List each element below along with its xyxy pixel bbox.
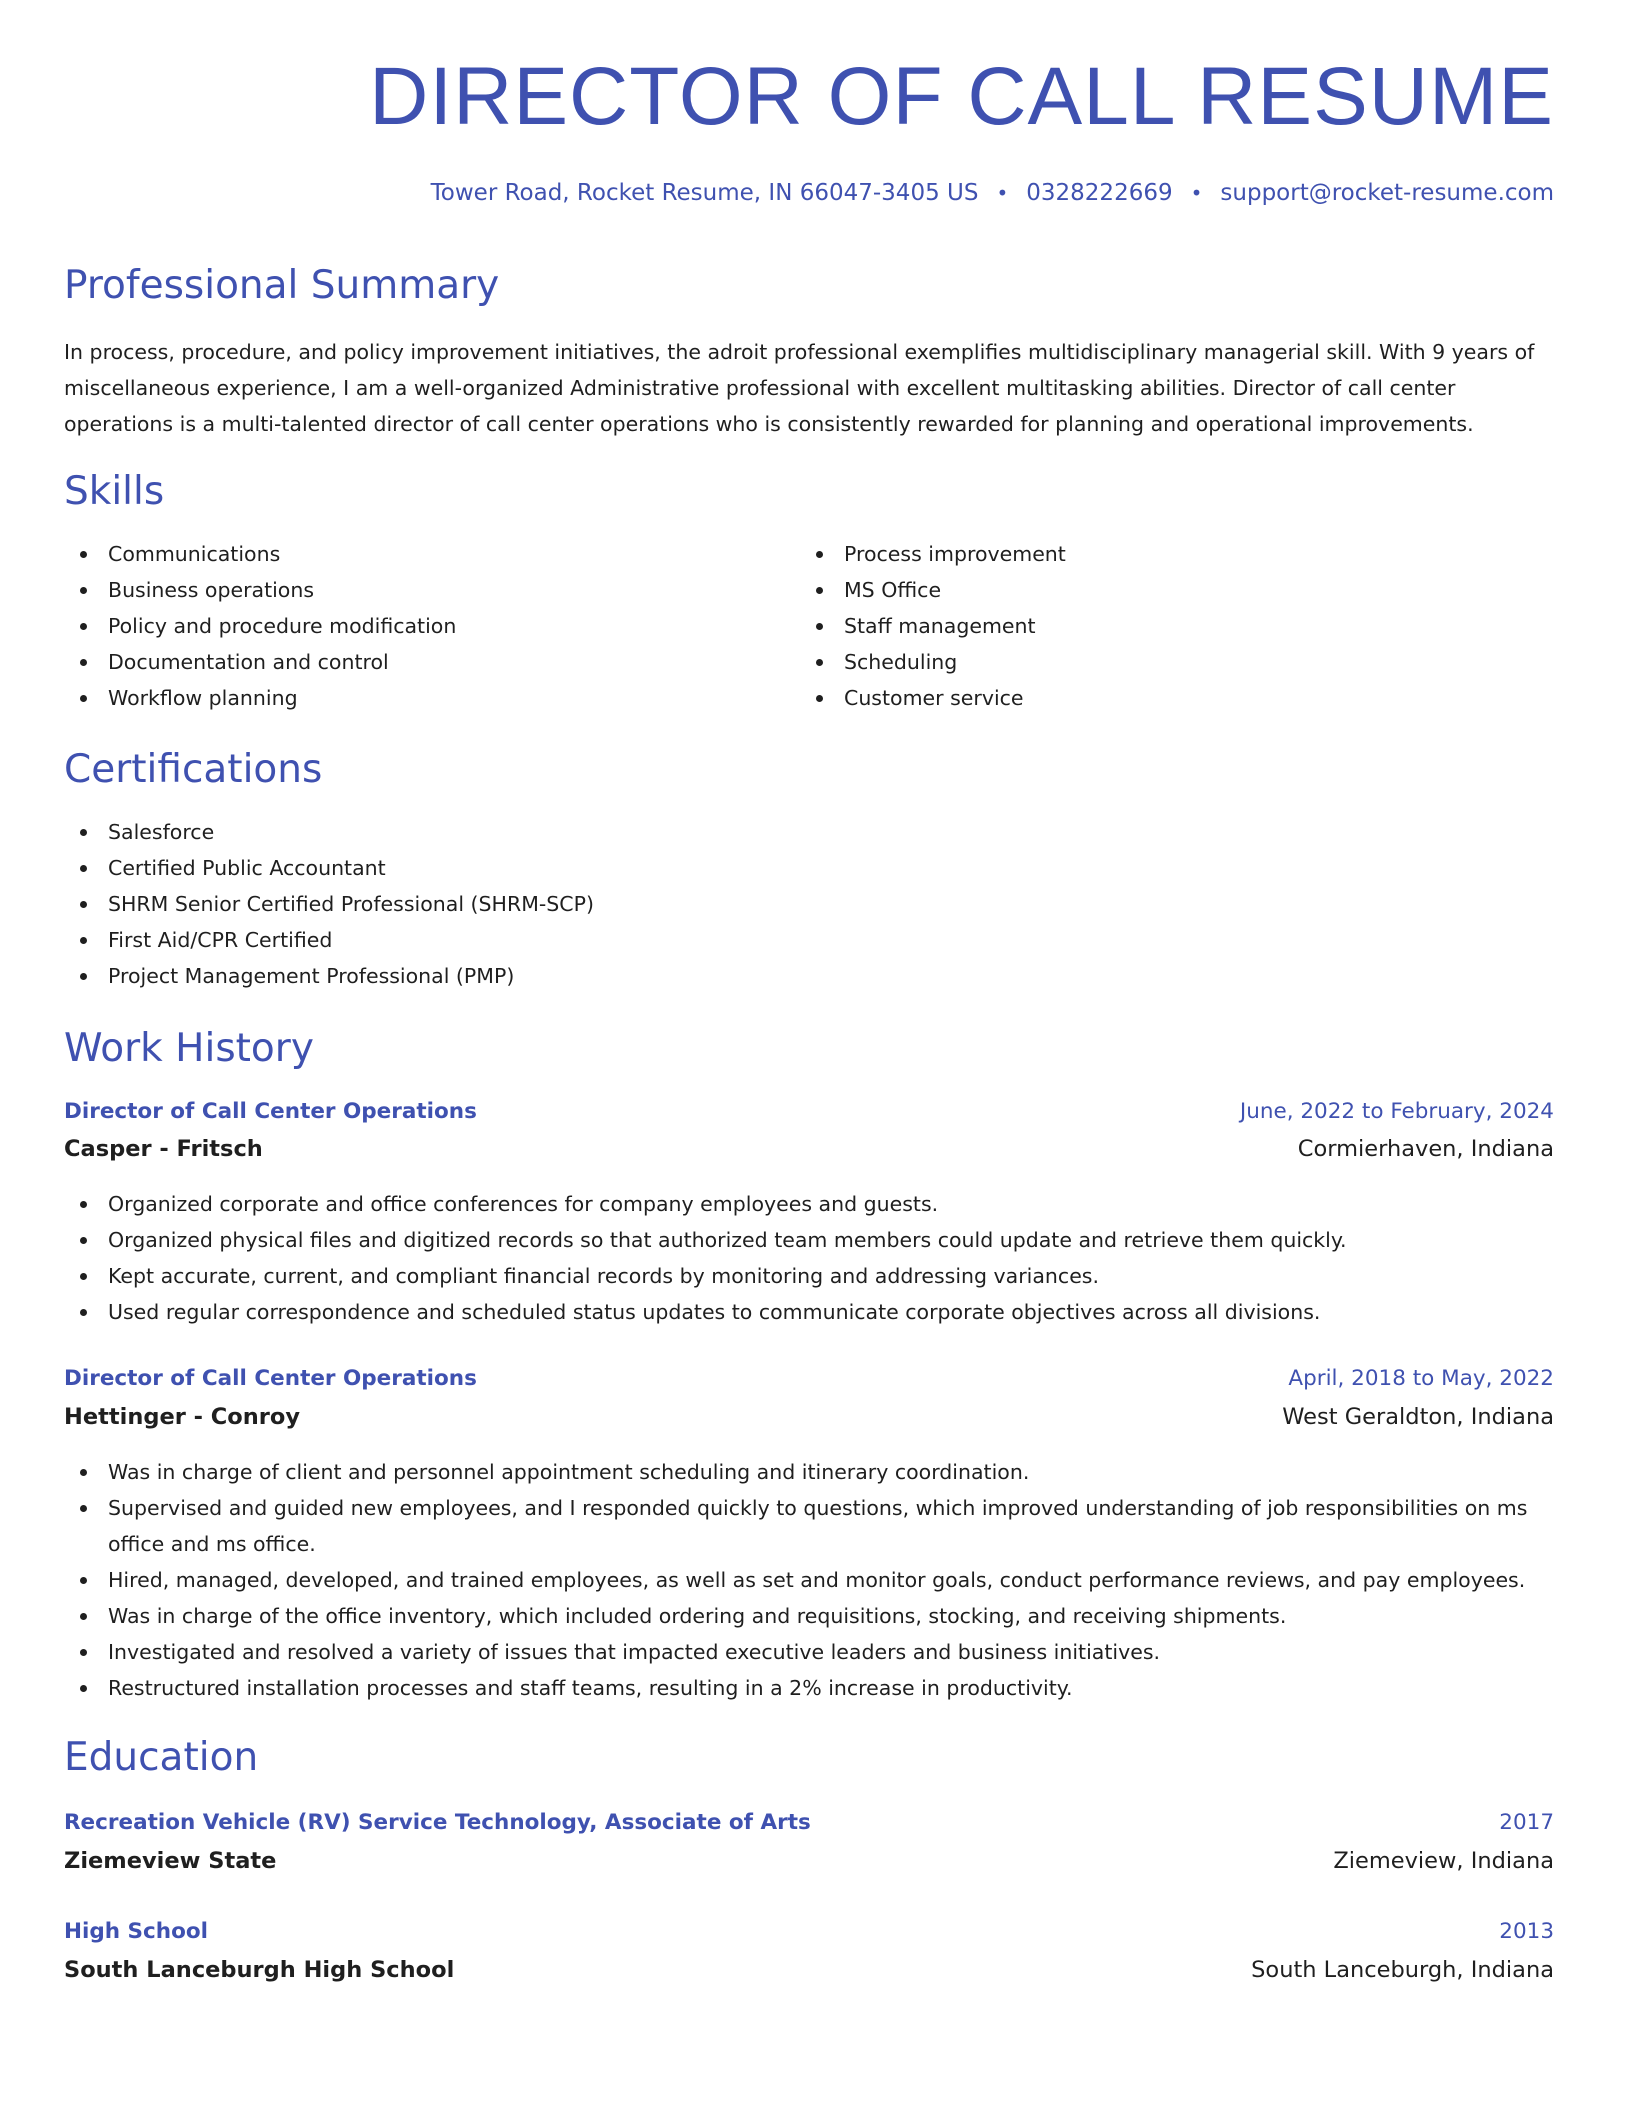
skills-list-right: [800, 536, 1066, 716]
skills-heading: Skills: [64, 469, 165, 514]
summary-heading: Professional Summary: [64, 263, 500, 308]
job-location: Cormierhaven, Indiana: [1297, 1136, 1554, 1162]
job-duty-item: Hired, managed, developed, and trained employees, as well as set and monitor goals, conduct performance reviews, and pay employees.: [64, 1562, 1554, 1598]
skill-item: Communications: [64, 536, 456, 572]
job-header-row: [64, 1099, 1554, 1124]
summary-text: In process, procedure, and policy improvement initiatives, the adroit professional exemplifies multidisciplinary managerial skill. With 9 years of miscellaneous experience, I am a well-organized Administrative professional with excellent multitasking abilities. Director of call center operations is a multi-talented director of call center operations who is consistently rewarded for planning and operational improvements.: [64, 340, 1535, 436]
skill-item: Policy and procedure modification: [64, 608, 456, 644]
job-title: Director of Call Center Operations: [64, 1099, 477, 1124]
certifications-column: [64, 814, 594, 994]
job-duties: [64, 1454, 1554, 1706]
certification-item: Certified Public Accountant: [64, 850, 594, 886]
job-dates: April, 2018 to May, 2022: [1288, 1366, 1554, 1391]
job-duty-item: Organized physical files and digitized records so that authorized team members could update and retrieve them quickly.: [64, 1222, 1554, 1258]
job-duty-item: Investigated and resolved a variety of issues that impacted executive leaders and business initiatives.: [64, 1634, 1554, 1670]
job-header-row: [64, 1366, 1554, 1391]
job-company: Hettinger - Conroy: [64, 1404, 301, 1430]
job-duty-item: Supervised and guided new employees, and I responded quickly to questions, which improved understanding of job responsibilities on ms office and ms office.: [64, 1490, 1554, 1562]
education-degree: Recreation Vehicle (RV) Service Technology, Associate of Arts: [64, 1810, 811, 1835]
job-location: West Geraldton, Indiana: [1282, 1404, 1554, 1430]
job-company: Casper - Fritsch: [64, 1136, 263, 1162]
job-title: Director of Call Center Operations: [64, 1366, 477, 1391]
skill-item: Business operations: [64, 572, 456, 608]
education-header-row: [64, 1919, 1554, 1944]
job-company-row: [64, 1136, 1554, 1162]
education-school: Ziemeview State: [64, 1848, 277, 1874]
education-year: 2017: [1499, 1810, 1554, 1835]
skills-left-column: [64, 536, 456, 716]
job-dates: June, 2022 to February, 2024: [1239, 1099, 1554, 1124]
education-school: South Lanceburgh High School: [64, 1957, 455, 1983]
job-duties: [64, 1186, 1554, 1330]
skills-list-left: [64, 536, 456, 716]
job-duty-item: Used regular correspondence and scheduled status updates to communicate corporate objectives across all divisions.: [64, 1294, 1554, 1330]
education-year: 2013: [1499, 1919, 1554, 1944]
skill-item: Workflow planning: [64, 680, 456, 716]
contact-address: Tower Road, Rocket Resume, IN 66047-3405 US: [430, 180, 979, 206]
skill-item: MS Office: [800, 572, 1066, 608]
education-school-row: [64, 1957, 1554, 1983]
certification-item: SHRM Senior Certified Professional (SHRM-SCP): [64, 886, 594, 922]
education-location: South Lanceburgh, Indiana: [1251, 1957, 1554, 1983]
skill-item: Scheduling: [800, 644, 1066, 680]
skills-right-column: [800, 536, 1066, 716]
education-school-row: [64, 1848, 1554, 1874]
education-location: Ziemeview, Indiana: [1333, 1848, 1554, 1874]
education-heading: Education: [64, 1735, 259, 1780]
certification-item: Salesforce: [64, 814, 594, 850]
education-header-row: [64, 1810, 1554, 1835]
resume-title: DIRECTOR OF CALL RESUME: [369, 51, 1554, 142]
certification-item: First Aid/CPR Certified: [64, 922, 594, 958]
job-duty-item: Organized corporate and office conferences for company employees and guests.: [64, 1186, 1554, 1222]
skill-item: Customer service: [800, 680, 1066, 716]
contact-email[interactable]: support@rocket-resume.com: [1220, 180, 1554, 206]
skill-item: Documentation and control: [64, 644, 456, 680]
job-duty-item: Kept accurate, current, and compliant financial records by monitoring and addressing variances.: [64, 1258, 1554, 1294]
skill-item: Process improvement: [800, 536, 1066, 572]
contact-separator: •: [1190, 181, 1203, 205]
certifications-heading: Certifications: [64, 747, 323, 792]
job-company-row: [64, 1404, 1554, 1430]
contact-separator: •: [996, 181, 1009, 205]
certifications-list: [64, 814, 594, 994]
contact-line: [431, 180, 1554, 206]
skill-item: Staff management: [800, 608, 1066, 644]
certification-item: Project Management Professional (PMP): [64, 958, 594, 994]
job-duty-item: Restructured installation processes and staff teams, resulting in a 2% increase in productivity.: [64, 1670, 1554, 1706]
work-history-heading: Work History: [64, 1026, 314, 1071]
contact-phone[interactable]: 0328222669: [1026, 180, 1173, 206]
job-duty-item: Was in charge of the office inventory, which included ordering and requisitions, stocking, and receiving shipments.: [64, 1598, 1554, 1634]
education-degree: High School: [64, 1919, 208, 1944]
job-duty-item: Was in charge of client and personnel appointment scheduling and itinerary coordination.: [64, 1454, 1554, 1490]
